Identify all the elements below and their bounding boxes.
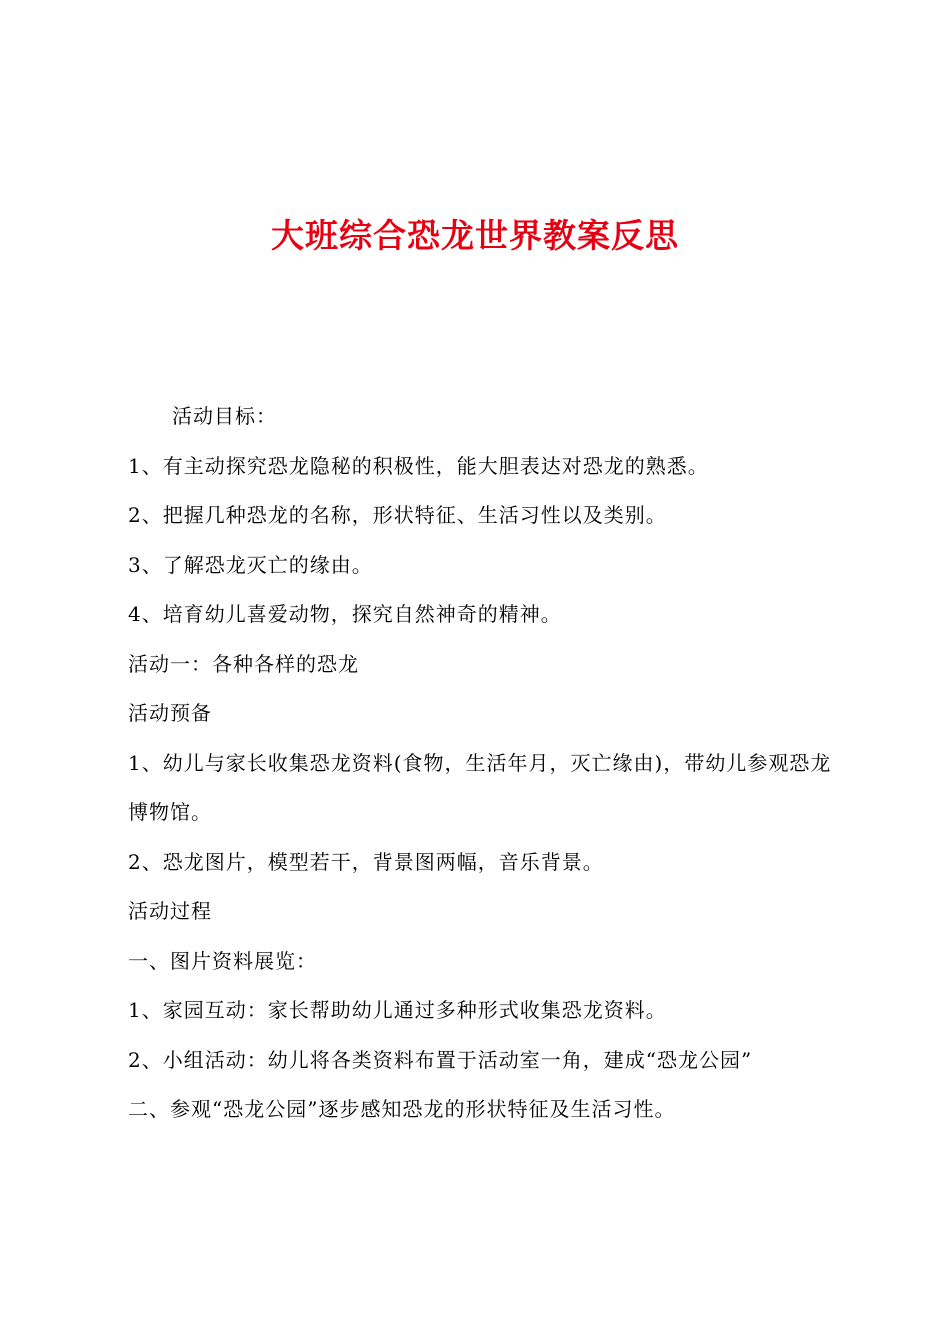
paragraph-step-1: 1、家园互动：家长帮助幼儿通过多种形式收集恐龙资料。 [128, 998, 667, 1022]
paragraph-process-heading: 活动过程 [128, 899, 212, 923]
paragraph-goal-2: 2、把握几种恐龙的名称，形状特征、生活习性以及类别。 [128, 503, 667, 527]
paragraph-goal-4: 4、培育幼儿喜爱动物，探究自然神奇的精神。 [128, 602, 562, 626]
paragraph-goal-3: 3、了解恐龙灭亡的缘由。 [128, 552, 373, 577]
paragraph-step-2: 2、小组活动：幼儿将各类资料布置于活动室一角，建成“恐龙公园” [128, 1047, 753, 1072]
paragraph-activity-one: 活动一：各种各样的恐龙 [128, 651, 359, 676]
paragraph-preparation-1: 1、幼儿与家长收集恐龙资料(食物，生活年月，灭亡缘由)，带幼儿参观恐龙博物馆。 [128, 750, 832, 824]
paragraph-preparation-2: 2、恐龙图片，模型若干，背景图两幅，音乐背景。 [128, 849, 604, 874]
paragraph-section-one: 一、图片资料展览： [128, 948, 317, 973]
paragraph-goal-1: 1、有主动探究恐龙隐秘的积极性，能大胆表达对恐龙的熟悉。 [128, 453, 709, 478]
document-title: 大班综合恐龙世界教案反思 [271, 216, 679, 255]
paragraph-preparation-heading: 活动预备 [128, 701, 212, 725]
paragraph-goals-heading: 活动目标： [172, 404, 277, 428]
document-body [128, 392, 848, 1135]
paragraph-section-two: 二、参观“恐龙公园”逐步感知恐龙的形状特征及生活习性。 [128, 1097, 676, 1121]
